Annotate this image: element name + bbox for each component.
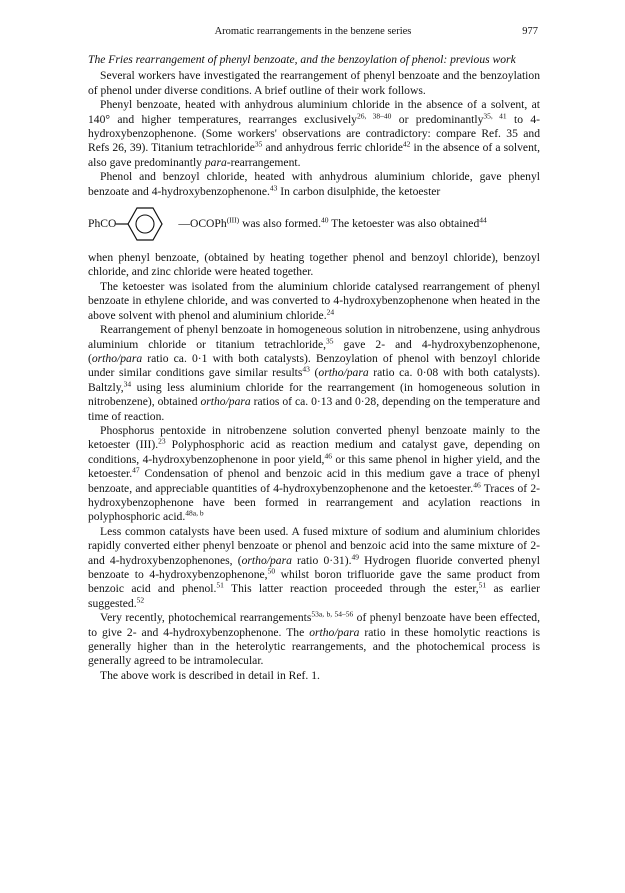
paragraph-5 — [88, 280, 540, 323]
italic-term: para — [204, 155, 227, 169]
text: The ketoester was also obtained — [328, 216, 480, 230]
reference-superscript: 26, 38–40 — [356, 111, 392, 121]
formula-tail — [178, 217, 540, 231]
benzene-ring-icon — [116, 204, 174, 244]
text: ratio ca. 0·1 with both catalysts). Benzoylation of phenol with benzoyl chloride under similar conditions gave similar results — [88, 351, 540, 380]
text: Phosphorus pentoxide in nitrobenzene solution converted phenyl benzoate mainly to the ketoester (III). — [88, 423, 540, 452]
text: Rearrangement of phenyl benzoate in homogeneous solution in nitrobenzene, using anhydrous aluminium chloride or titanium tetrachloride, — [88, 323, 540, 351]
text: Very recently, photochemical rearrangements — [100, 611, 312, 625]
reference-superscript: 51 — [478, 580, 487, 590]
text: Phenyl benzoate, heated with anhydrous aluminium chloride in the absence of a solvent, at 140° and higher temperatures, rearranges exclusively — [88, 98, 540, 126]
reference-superscript: 35, 41 — [483, 111, 507, 121]
text: or this same phenol in higher yield, and the ketoester. — [88, 452, 540, 481]
formula-left-group: PhCO — [88, 216, 117, 230]
reference-superscript: 40 — [320, 215, 329, 225]
paragraph-10: The above work is described in detail in Ref. 1. — [100, 668, 320, 682]
reference-superscript: 35 — [254, 139, 263, 149]
reference-superscript: 49 — [351, 552, 359, 562]
reference-superscript: 43 — [302, 364, 310, 374]
text: Less common catalysts have been used. A fused mixture of sodium and aluminium chlorides rapidly converted either phenyl benzoate or phenol and benzoic acid into the same mixture of 2- and 4-hydroxybenzophenones, ( — [88, 524, 540, 567]
text: Polyphosphoric acid as reaction medium and catalyst gave, depending on conditions, 4-hydroxybenzophenone in poor yield, — [88, 438, 541, 466]
text: ratios of ca. 0·13 and 0·28, depending on the temperature and time of reaction. — [88, 395, 540, 423]
text: The ketoester was isolated from the aluminium chloride catalysed rearrangement of phenyl benzoate in ethylene chloride, and was converted to 4-hydroxybenzophenone when heated in the above solvent with phenol and aluminium chloride. — [88, 279, 540, 322]
paragraph-7 — [88, 424, 540, 525]
text: Traces of 2-hydroxybenzophenone have been formed in rearrangement and acylation reactions in polyphosphoric acid. — [88, 481, 540, 524]
formula-right-group: —OCOPh — [178, 216, 227, 230]
text: -rearrangement. — [226, 155, 301, 169]
compound-label: (III) — [226, 215, 240, 225]
paragraph-1: Several workers have investigated the rearrangement of phenyl benzoate and the benzoylation of phenol under diverse conditions. A brief outline of their work follows. — [88, 69, 540, 97]
italic-term: ortho/para — [91, 351, 143, 365]
reference-superscript: 48a, b — [185, 508, 204, 518]
ketoester-structure — [88, 203, 540, 245]
italic-term: ortho/para — [200, 395, 251, 409]
reference-superscript: 44 — [479, 215, 487, 225]
page-number: 977 — [522, 26, 538, 37]
paragraph-4: when phenyl benzoate, (obtained by heating together phenol and benzoyl chloride), benzoyl chloride, and zinc chloride were heated together. — [88, 251, 540, 279]
text: whilst boron trifluoride gave the same product from benzoic acid and phenol. — [88, 568, 540, 596]
reference-superscript: 43 — [269, 183, 278, 193]
reference-superscript: 35 — [326, 336, 334, 345]
text: of phenyl benzoate have been effected, to give 2- and 4-hydroxybenzophenone. The — [88, 611, 540, 639]
italic-term: ortho/para — [318, 366, 369, 380]
italic-term: ortho/para — [241, 553, 292, 567]
reference-superscript: 46 — [473, 480, 481, 490]
paragraph-3 — [88, 170, 540, 199]
text: was also formed. — [239, 216, 321, 230]
text: ratio 0·31). — [291, 553, 352, 567]
text: In carbon disulphide, the ketoester — [277, 184, 441, 198]
text: using less aluminium chloride for the rearrangement (in homogeneous solution in nitrobenzene), obtained — [88, 380, 540, 409]
section-heading: The Fries rearrangement of phenyl benzoate, and the benzoylation of phenol: previous work — [88, 53, 516, 66]
text: ( — [309, 366, 319, 380]
text: and anhydrous ferric chloride — [262, 141, 403, 155]
paragraph-2 — [88, 98, 540, 170]
paragraph-6 — [88, 323, 540, 424]
text: Hydrogen fluoride converted phenyl benzoate to 4-hydroxybenzophenone, — [88, 553, 540, 581]
text: in the absence of a solvent, also gave predominantly — [88, 141, 540, 169]
text: to 4-hydroxybenzophenone. (Some workers' observations are contradictory: compare Ref. 35 and Refs 26, 39). Titanium tetrachloride — [88, 112, 541, 155]
reference-superscript: 46 — [324, 451, 332, 461]
text: This latter reaction proceeded through the ester, — [223, 582, 479, 596]
reference-superscript: 51 — [216, 580, 224, 590]
text: Phenol and benzoyl chloride, heated with anhydrous aluminium chloride, gave phenyl benzoate and 4-hydroxybenzophenone. — [88, 170, 540, 198]
reference-superscript: 53a, b, 54–56 — [311, 609, 354, 619]
reference-superscript: 42 — [402, 139, 411, 149]
text: ratio ca. 0·08 with both catalysts). Baltzly, — [88, 366, 541, 394]
text: Condensation of phenol and benzoic acid in this medium gave a trace of phenyl benzoate, and appreciable quantities of 4-hydroxybenzophenone and the ketoester. — [88, 467, 540, 495]
reference-superscript: 24 — [326, 307, 335, 317]
text: ratio in these homolytic reactions is generally higher than in the heterolytic rearrangements, and the photochemical process is generally agreed to be intramolecular. — [88, 625, 540, 668]
reference-superscript: 50 — [267, 566, 276, 576]
reference-superscript: 47 — [132, 465, 140, 475]
reference-superscript: 34 — [123, 379, 132, 389]
text: gave 2- and 4-hydroxybenzophenone, ( — [88, 337, 540, 365]
paragraph-9 — [88, 611, 540, 669]
italic-term: ortho/para — [309, 625, 360, 639]
reference-superscript: 23 — [158, 436, 166, 446]
paragraph-8 — [88, 525, 540, 611]
reference-superscript: 52 — [136, 595, 145, 605]
text: or predominantly — [391, 112, 484, 126]
body-text — [88, 53, 540, 683]
text: as earlier suggested. — [88, 582, 541, 610]
running-title: Aromatic rearrangements in the benzene series — [214, 26, 412, 37]
